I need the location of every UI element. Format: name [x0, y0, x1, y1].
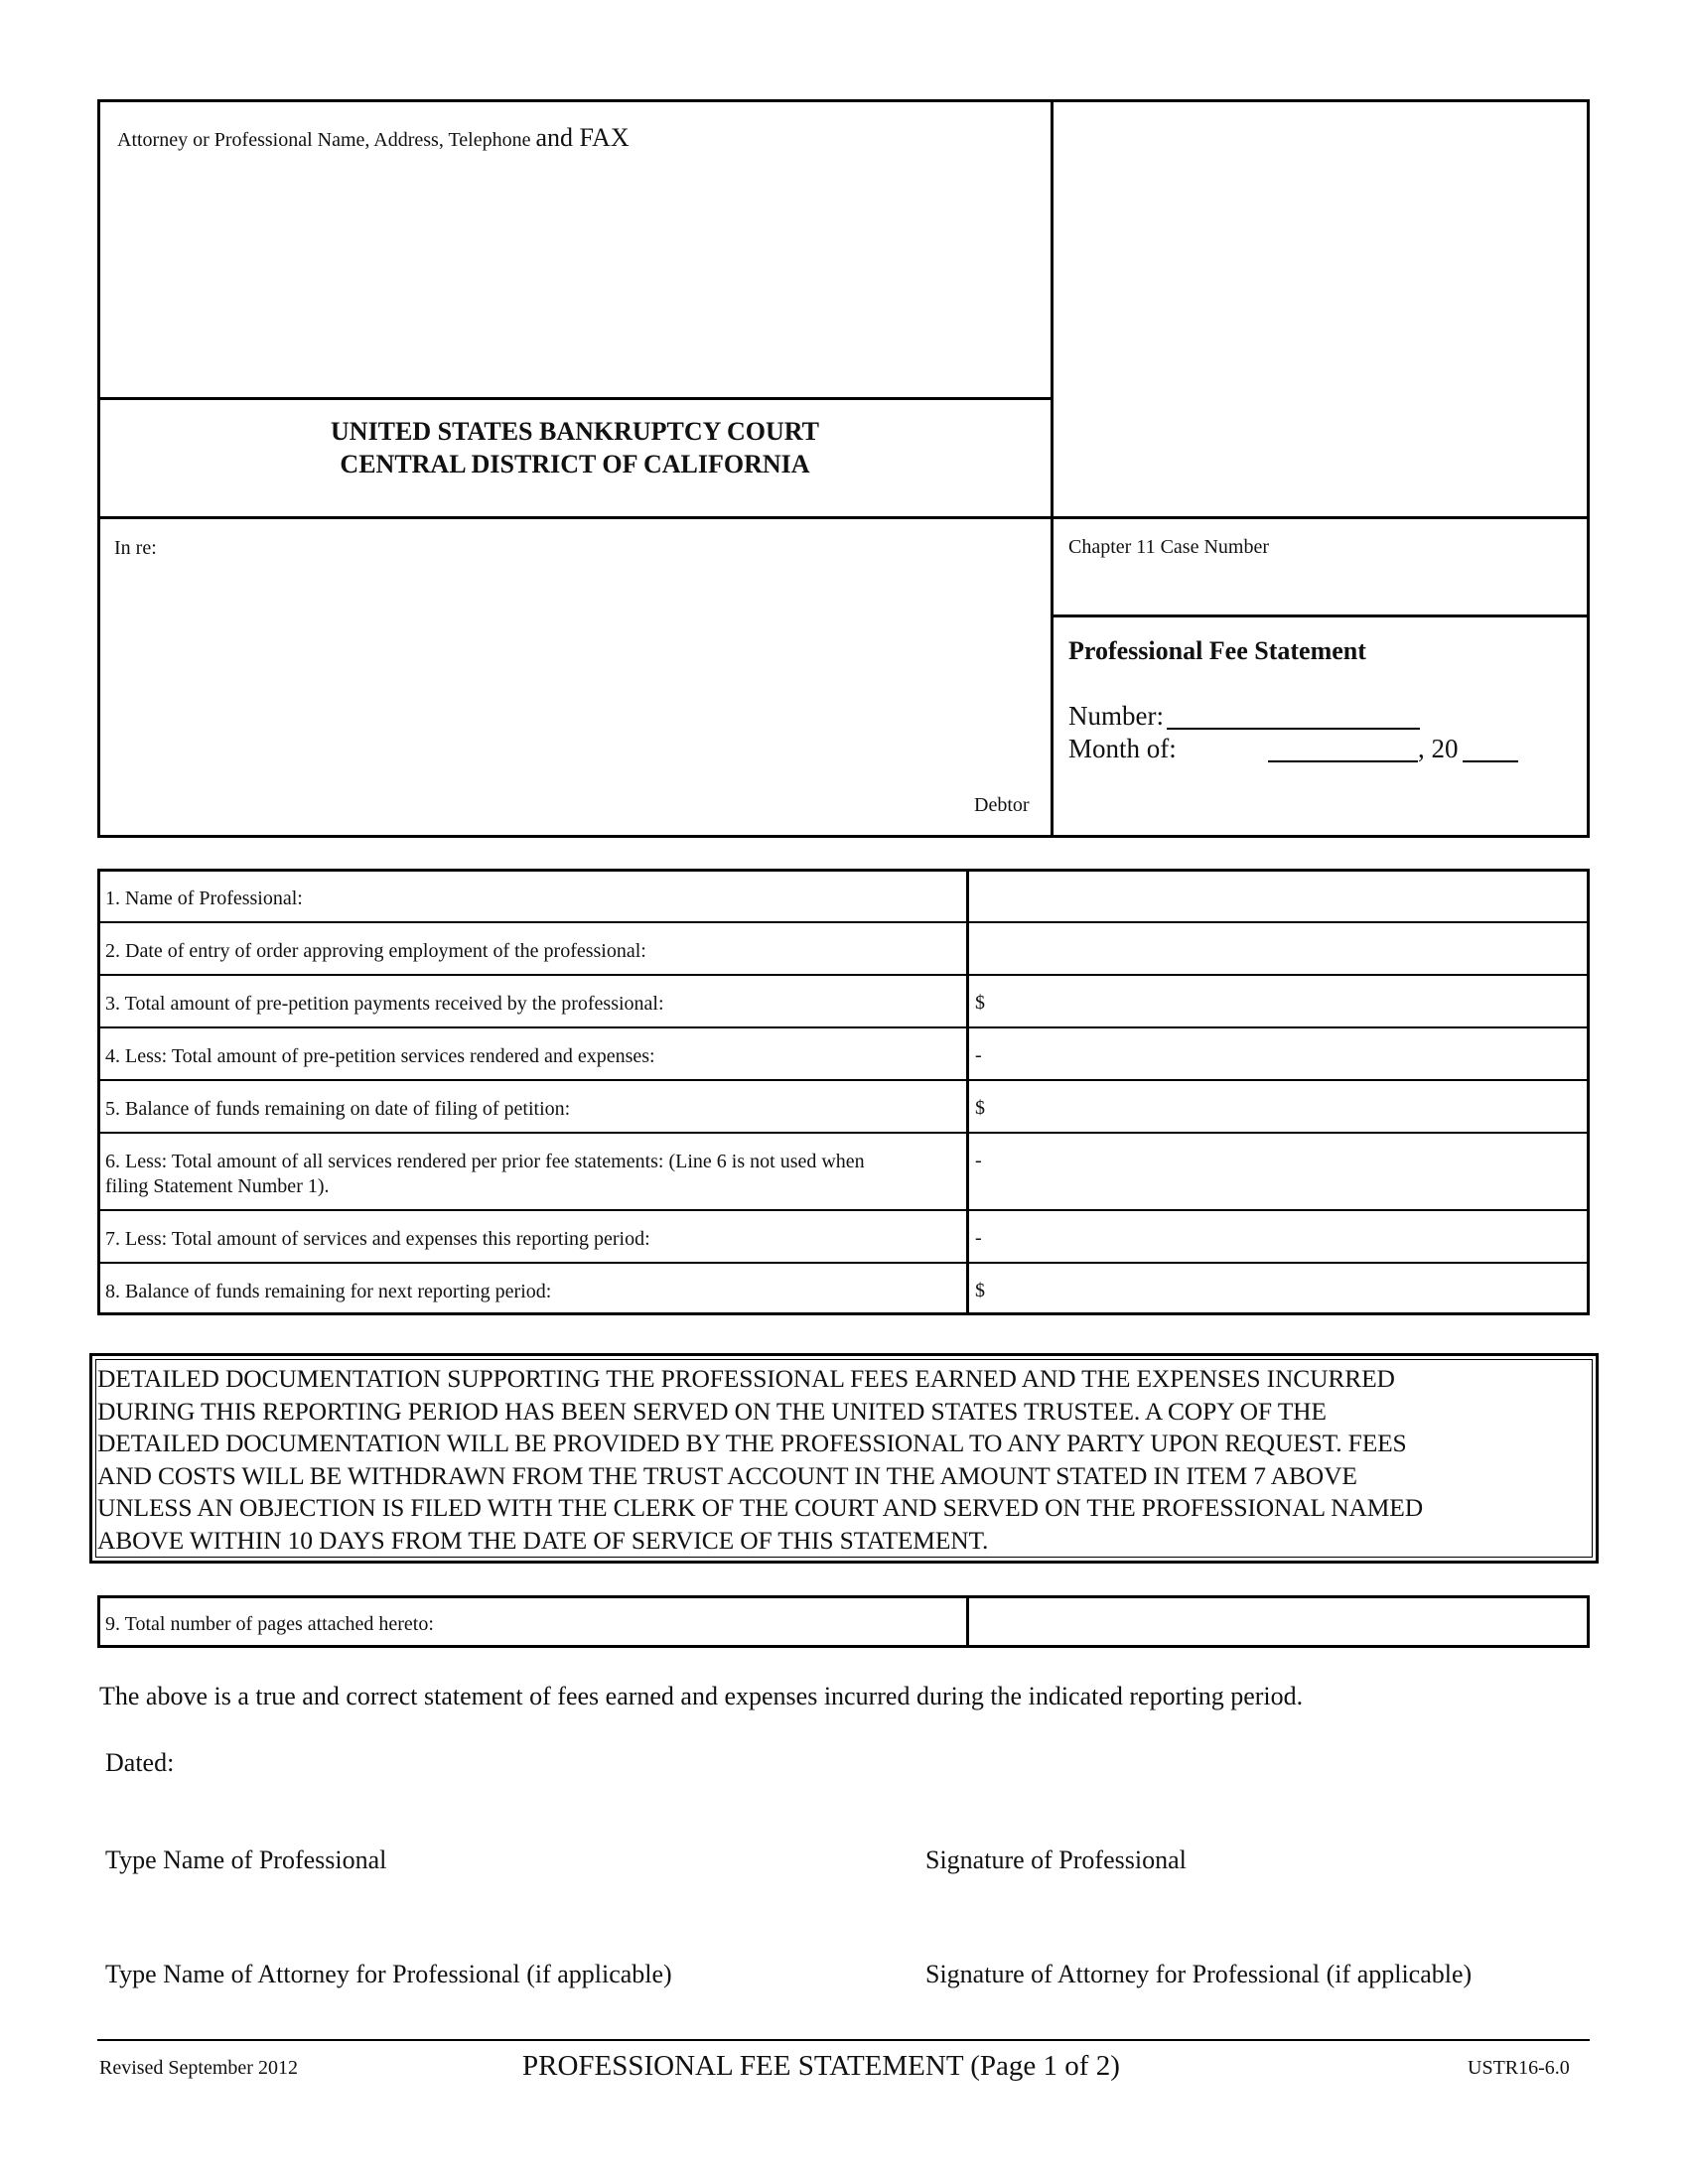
- item-6-label: 6. Less: Total amount of all services rendered per prior fee statements: (Line 6 is not used when: [105, 1151, 865, 1172]
- signature-attorney-label: Signature of Attorney for Professional (if applicable): [925, 1960, 1473, 1988]
- item-4-label: 4. Less: Total amount of pre-petition services rendered and expenses:: [105, 1045, 655, 1067]
- attorney-box-bottom-rule: [97, 397, 1053, 400]
- item-1-label: 1. Name of Professional:: [105, 887, 303, 909]
- statement-title: Professional Fee Statement: [1068, 636, 1366, 665]
- items-table-column-divider: [966, 869, 969, 1315]
- notice-line: AND COSTS WILL BE WITHDRAWN FROM THE TRUST ACCOUNT IN THE AMOUNT STATED IN ITEM 7 ABOVE: [97, 1460, 1357, 1490]
- notice-line: ABOVE WITHIN 10 DAYS FROM THE DATE OF SERVICE OF THIS STATEMENT.: [97, 1525, 989, 1555]
- court-name-line1: UNITED STATES BANKRUPTCY COURT: [331, 417, 819, 446]
- month-blank[interactable]: [1268, 760, 1418, 762]
- debtor-label: Debtor: [974, 794, 1030, 816]
- item-9-label: 9. Total number of pages attached hereto:: [105, 1613, 434, 1635]
- items-row-rule: [97, 1132, 1590, 1134]
- item-5-label: 5. Balance of funds remaining on date of filing of petition:: [105, 1098, 571, 1120]
- statement-number-label: Number:: [1068, 701, 1164, 731]
- statement-number-blank[interactable]: [1167, 728, 1420, 730]
- item-3-label: 3. Total amount of pre-petition payments received by the professional:: [105, 993, 664, 1015]
- items-row-rule: [97, 1209, 1590, 1211]
- item-7-label: 7. Less: Total amount of services and expenses this reporting period:: [105, 1228, 650, 1250]
- year-prefix: , 20: [1418, 734, 1459, 763]
- type-name-professional-label: Type Name of Professional: [105, 1845, 387, 1874]
- notice-text: [97, 1363, 1587, 1557]
- signature-professional-label: Signature of Professional: [925, 1845, 1187, 1874]
- notice-line: DURING THIS REPORTING PERIOD HAS BEEN SERVED ON THE UNITED STATES TRUSTEE. A COPY OF THE: [97, 1396, 1327, 1426]
- footer-form-title: PROFESSIONAL FEE STATEMENT (Page 1 of 2): [522, 2050, 1120, 2082]
- items-row-rule: [97, 1079, 1590, 1081]
- attorney-label-main: Attorney or Professional Name, Address, Telephone: [117, 129, 531, 151]
- item-7-value[interactable]: -: [975, 1227, 982, 1249]
- item-8-label: 8. Balance of funds remaining for next reporting period:: [105, 1281, 552, 1302]
- type-name-attorney-label: Type Name of Attorney for Professional (if applicable): [105, 1960, 672, 1988]
- attorney-info-label: [117, 123, 630, 153]
- certification-statement: The above is a true and correct statement of fees earned and expenses incurred during the indicated reporting period.: [99, 1682, 1304, 1710]
- item-5-value[interactable]: $: [975, 1097, 985, 1119]
- dated-label: Dated:: [105, 1748, 175, 1777]
- footer-rule: [97, 2039, 1590, 2041]
- notice-line: DETAILED DOCUMENTATION SUPPORTING THE PROFESSIONAL FEES EARNED AND THE EXPENSES INCURRED: [97, 1364, 1395, 1393]
- month-of-label: Month of:: [1068, 734, 1177, 763]
- item-2-label: 2. Date of entry of order approving employment of the professional:: [105, 940, 646, 962]
- court-box-bottom-rule: [97, 516, 1590, 519]
- item-9-column-divider: [966, 1595, 969, 1648]
- item-3-value[interactable]: $: [975, 992, 985, 1014]
- footer-form-code: USTR16-6.0: [1468, 2057, 1570, 2079]
- items-row-rule: [97, 1026, 1590, 1028]
- items-row-rule: [97, 921, 1590, 923]
- items-row-rule: [97, 1262, 1590, 1264]
- items-row-rule: [97, 974, 1590, 976]
- footer-revised-date: Revised September 2012: [99, 2057, 298, 2079]
- caption-vertical-divider: [1051, 99, 1054, 838]
- item-6-value[interactable]: -: [975, 1150, 982, 1171]
- case-number-bottom-rule: [1051, 614, 1590, 617]
- court-name-line2: CENTRAL DISTRICT OF CALIFORNIA: [340, 450, 810, 478]
- notice-line: UNLESS AN OBJECTION IS FILED WITH THE CLERK OF THE COURT AND SERVED ON THE PROFESSIONAL NAMED: [97, 1493, 1423, 1522]
- item-6-label-line2: filing Statement Number 1).: [105, 1175, 330, 1197]
- item-4-value[interactable]: -: [975, 1044, 982, 1066]
- in-re-label: In re:: [114, 537, 157, 559]
- item-8-value[interactable]: $: [975, 1280, 985, 1301]
- attorney-label-tail: and FAX: [535, 123, 630, 152]
- notice-line: DETAILED DOCUMENTATION WILL BE PROVIDED BY THE PROFESSIONAL TO ANY PARTY UPON REQUEST. FEES: [97, 1429, 1407, 1457]
- year-blank[interactable]: [1463, 760, 1518, 762]
- case-number-label: Chapter 11 Case Number: [1068, 536, 1269, 558]
